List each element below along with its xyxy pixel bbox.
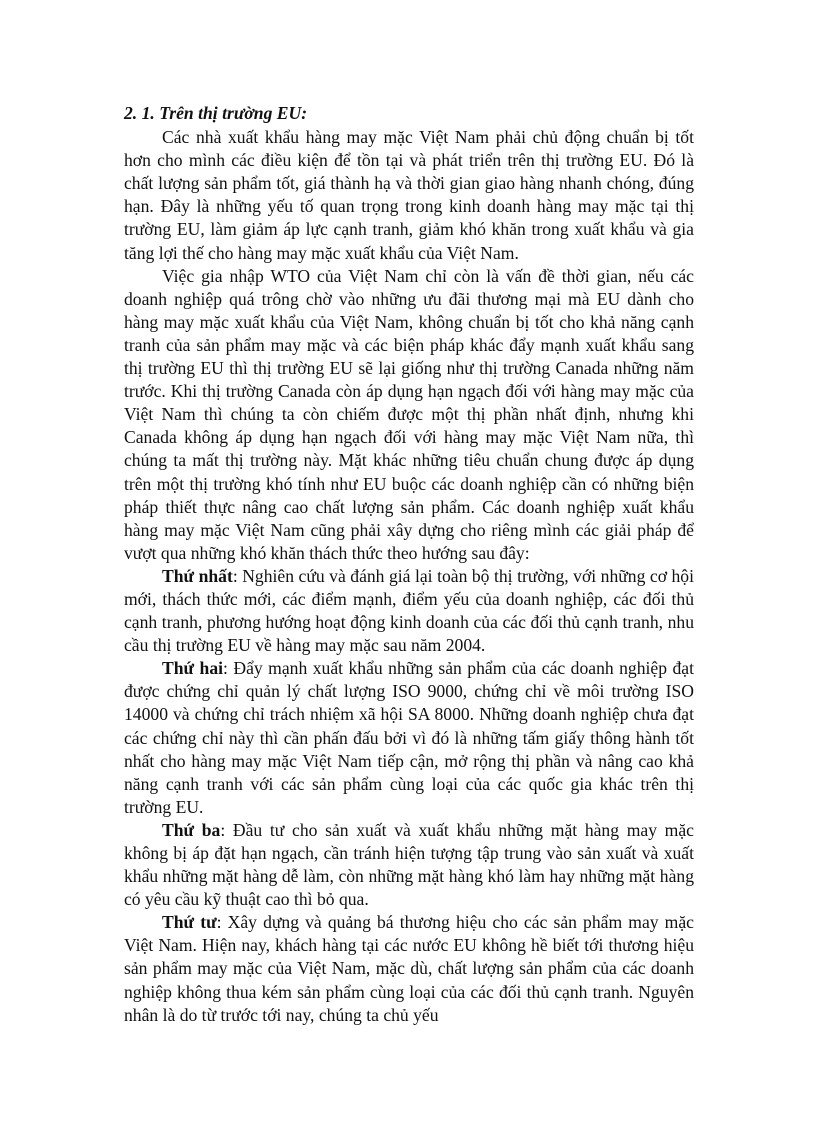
paragraph-label: Thứ hai xyxy=(162,658,224,679)
paragraph-text: : Nghiên cứu và đánh giá lại toàn bộ thị trường, với những cơ hội mới, thách thức mới, các điểm mạnh, điểm yếu của doanh nghiệp, các đối thủ cạnh tranh, phương hướng hoạt động kinh doanh của các đối thủ cạnh tranh, nhu cầu thị trường EU về hàng may mặc sau năm 2004. xyxy=(124,565,694,656)
paragraph-second xyxy=(124,657,694,819)
paragraph-text: : Xây dựng và quảng bá thương hiệu cho các sản phẩm may mặc Việt Nam. Hiện nay, khách hàng tại các nước EU không hề biết tới thương hiệu sản phẩm may mặc của Việt Nam, mặc dù, chất lượng sản phẩm của các doanh nghiệp không thua kém sản phẩm cùng loại của các đối thủ cạnh tranh. Nguyên nhân là do từ trước tới nay, chúng ta chủ yếu xyxy=(124,912,694,1025)
paragraph-text: Các nhà xuất khẩu hàng may mặc Việt Nam phải chủ động chuẩn bị tốt hơn cho mình các điều kiện để tồn tại và phát triển trên thị trường EU. Đó là chất lượng sản phẩm tốt, giá thành hạ và thời gian giao hàng nhanh chóng, đúng hạn. Đây là những yếu tố quan trọng trong kinh doanh hàng may mặc tại thị trường EU, làm giảm áp lực cạnh tranh, giảm khó khăn trong xuất khẩu và gia tăng lợi thế cho hàng may mặc xuất khẩu của Việt Nam. xyxy=(124,127,694,263)
paragraph-text: Việc gia nhập WTO của Việt Nam chỉ còn là vấn đề thời gian, nếu các doanh nghiệp quá trông chờ vào những ưu đãi thương mại mà EU dành cho hàng may mặc xuất khẩu của Việt Nam, không chuẩn bị tốt cho khả năng cạnh tranh của sản phẩm may mặc và các biện pháp khác đẩy mạnh xuất khẩu sang thị trường EU thì thị trường EU sẽ lại giống như thị trường Canada những năm trước. Khi thị trường Canada còn áp dụng hạn ngạch đối với hàng may mặc của Việt Nam thì chúng ta còn chiếm được một thị phần nhất định, nhưng khi Canada không áp dụng hạn ngạch đối với hàng may mặc Việt Nam nữa, thì chúng ta mất thị trường này. Mặt khác những tiêu chuẩn chung được áp dụng trên một thị trường khó tính như EU buộc các doanh nghiệp cần có những biện pháp thiết thực nâng cao chất lượng sản phẩm. Các doanh nghiệp xuất khẩu hàng may mặc Việt Nam cũng phải xây dựng cho riêng mình các giải pháp để vượt qua những khó khăn thách thức theo hướng sau đây: xyxy=(124,265,694,563)
paragraph-first xyxy=(124,565,694,657)
paragraph-label: Thứ nhất xyxy=(162,565,233,586)
paragraph-fourth xyxy=(124,911,694,1026)
section-heading: 2. 1. Trên thị trường EU: xyxy=(124,103,308,123)
paragraph-text: : Đầu tư cho sản xuất và xuất khẩu những mặt hàng may mặc không bị áp đặt hạn ngạch, cần tránh hiện tượng tập trung vào sản xuất và xuất khẩu những mặt hàng dễ làm, còn những mặt hàng khó làm hay những mặt hàng có yêu cầu kỹ thuật cao thì bỏ qua. xyxy=(124,819,694,910)
paragraph-third xyxy=(124,819,694,911)
document-page xyxy=(124,102,694,1027)
paragraph-wto xyxy=(124,265,694,565)
paragraph-text: : Đẩy mạnh xuất khẩu những sản phẩm của các doanh nghiệp đạt được chứng chỉ quản lý chất lượng ISO 9000, chứng chỉ về môi trường ISO 14000 và chứng chỉ trách nhiệm xã hội SA 8000. Những doanh nghiệp chưa đạt các chứng chỉ này thì cần phấn đấu bởi vì đó là những tấm giấy thông hành tốt nhất cho hàng may mặc Việt Nam tiếp cận, mở rộng thị phần và nâng cao khả năng cạnh tranh với các sản phẩm cùng loại của các quốc gia khác trên thị trường EU. xyxy=(124,658,694,817)
paragraph-label: Thứ ba xyxy=(162,819,221,840)
paragraph-intro xyxy=(124,126,694,265)
paragraph-label: Thứ tư xyxy=(162,912,217,933)
